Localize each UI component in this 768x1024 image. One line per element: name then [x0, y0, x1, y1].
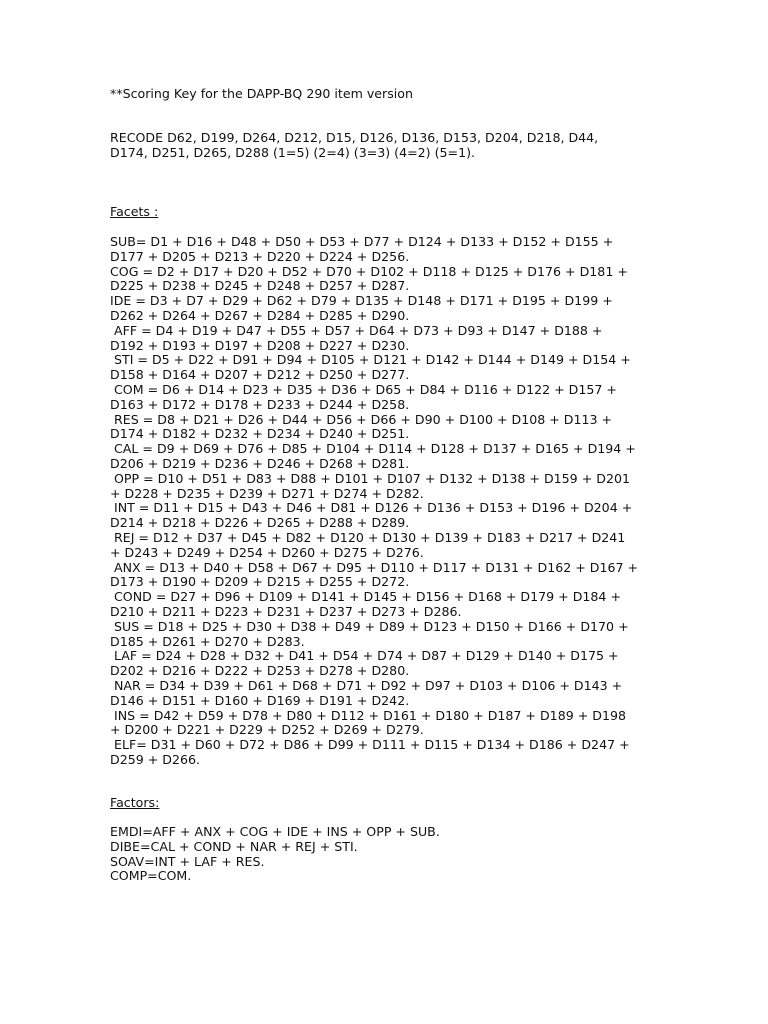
- facet-line: RES = D8 + D21 + D26 + D44 + D56 + D66 + D90 + D100 + D108 + D113 +: [110, 411, 613, 427]
- facet-line: D185 + D261 + D270 + D283.: [110, 633, 305, 649]
- facet-line: INS = D42 + D59 + D78 + D80 + D112 + D161 + D180 + D187 + D189 + D198: [110, 707, 627, 723]
- facet-line: D262 + D264 + D267 + D284 + D285 + D290.: [110, 307, 410, 323]
- facet-line: D202 + D216 + D222 + D253 + D278 + D280.: [110, 663, 410, 679]
- facet-line: D192 + D193 + D197 + D208 + D227 + D230.: [110, 337, 410, 353]
- facet-line: D173 + D190 + D209 + D215 + D255 + D272.: [110, 574, 410, 590]
- facet-line: D259 + D266.: [110, 751, 201, 767]
- facet-line: CAL = D9 + D69 + D76 + D85 + D104 + D114 + D128 + D137 + D165 + D194 +: [110, 441, 636, 457]
- facet-line: NAR = D34 + D39 + D61 + D68 + D71 + D92 + D97 + D103 + D106 + D143 +: [110, 677, 623, 693]
- recode-line: D174, D251, D265, D288 (1=5) (2=4) (3=3) (4=2) (5=1).: [110, 144, 475, 160]
- facet-line: COG = D2 + D17 + D20 + D52 + D70 + D102 + D118 + D125 + D176 + D181 +: [110, 263, 628, 279]
- facet-line: D225 + D238 + D245 + D248 + D257 + D287.: [110, 278, 410, 294]
- facet-line: ANX = D13 + D40 + D58 + D67 + D95 + D110 + D117 + D131 + D162 + D167 +: [110, 559, 639, 575]
- facets-list: [110, 235, 638, 768]
- recode-line: RECODE D62, D199, D264, D212, D15, D126, D136, D153, D204, D218, D44,: [110, 130, 599, 145]
- facet-line: D214 + D218 + D226 + D265 + D288 + D289.: [110, 515, 410, 531]
- facets-heading: Facets :: [110, 204, 159, 219]
- facet-line: ELF= D31 + D60 + D72 + D86 + D99 + D111 + D115 + D134 + D186 + D247 +: [110, 737, 630, 753]
- facet-line: INT = D11 + D15 + D43 + D46 + D81 + D126 + D136 + D153 + D196 + D204 +: [110, 500, 633, 516]
- facet-line: REJ = D12 + D37 + D45 + D82 + D120 + D130 + D139 + D183 + D217 + D241: [110, 529, 626, 545]
- facet-line: SUS = D18 + D25 + D30 + D38 + D49 + D89 + D123 + D150 + D166 + D170 +: [110, 618, 629, 634]
- factor-line: COMP=COM.: [110, 868, 192, 884]
- facet-line: D210 + D211 + D223 + D231 + D237 + D273 + D286.: [110, 603, 462, 619]
- facet-line: COM = D6 + D14 + D23 + D35 + D36 + D65 + D84 + D116 + D122 + D157 +: [110, 381, 617, 397]
- document-title: **Scoring Key for the DAPP-BQ 290 item version: [110, 86, 413, 101]
- factor-line: DIBE=CAL + COND + NAR + REJ + STI.: [110, 838, 358, 854]
- factors-heading: Factors:: [110, 795, 160, 810]
- facet-line: D163 + D172 + D178 + D233 + D244 + D258.: [110, 396, 410, 412]
- facet-line: LAF = D24 + D28 + D32 + D41 + D54 + D74 + D87 + D129 + D140 + D175 +: [110, 648, 619, 664]
- facet-line: + D200 + D221 + D229 + D252 + D269 + D279.: [110, 722, 424, 738]
- facet-line: + D243 + D249 + D254 + D260 + D275 + D276.: [110, 544, 424, 560]
- factor-line: EMDI=AFF + ANX + COG + IDE + INS + OPP + SUB.: [110, 824, 440, 839]
- factor-line: SOAV=INT + LAF + RES.: [110, 853, 265, 869]
- facet-line: D146 + D151 + D160 + D169 + D191 + D242.: [110, 692, 410, 708]
- recode-instruction: [110, 131, 598, 161]
- facet-line: AFF = D4 + D19 + D47 + D55 + D57 + D64 + D73 + D93 + D147 + D188 +: [110, 322, 603, 338]
- facet-line: D206 + D219 + D236 + D246 + D268 + D281.: [110, 455, 410, 471]
- facet-line: D174 + D182 + D232 + D234 + D240 + D251.: [110, 426, 410, 442]
- facet-line: IDE = D3 + D7 + D29 + D62 + D79 + D135 + D148 + D171 + D195 + D199 +: [110, 293, 613, 309]
- factors-list: [110, 825, 440, 884]
- facet-line: COND = D27 + D96 + D109 + D141 + D145 + D156 + D168 + D179 + D184 +: [110, 589, 621, 605]
- facet-line: STI = D5 + D22 + D91 + D94 + D105 + D121 + D142 + D144 + D149 + D154 +: [110, 352, 631, 368]
- facet-line: + D228 + D235 + D239 + D271 + D274 + D282.: [110, 485, 424, 501]
- facet-line: SUB= D1 + D16 + D48 + D50 + D53 + D77 + D124 + D133 + D152 + D155 +: [110, 234, 614, 249]
- facet-line: OPP = D10 + D51 + D83 + D88 + D101 + D107 + D132 + D138 + D159 + D201: [110, 470, 630, 486]
- facet-line: D177 + D205 + D213 + D220 + D224 + D256.: [110, 248, 410, 264]
- facet-line: D158 + D164 + D207 + D212 + D250 + D277.: [110, 367, 410, 383]
